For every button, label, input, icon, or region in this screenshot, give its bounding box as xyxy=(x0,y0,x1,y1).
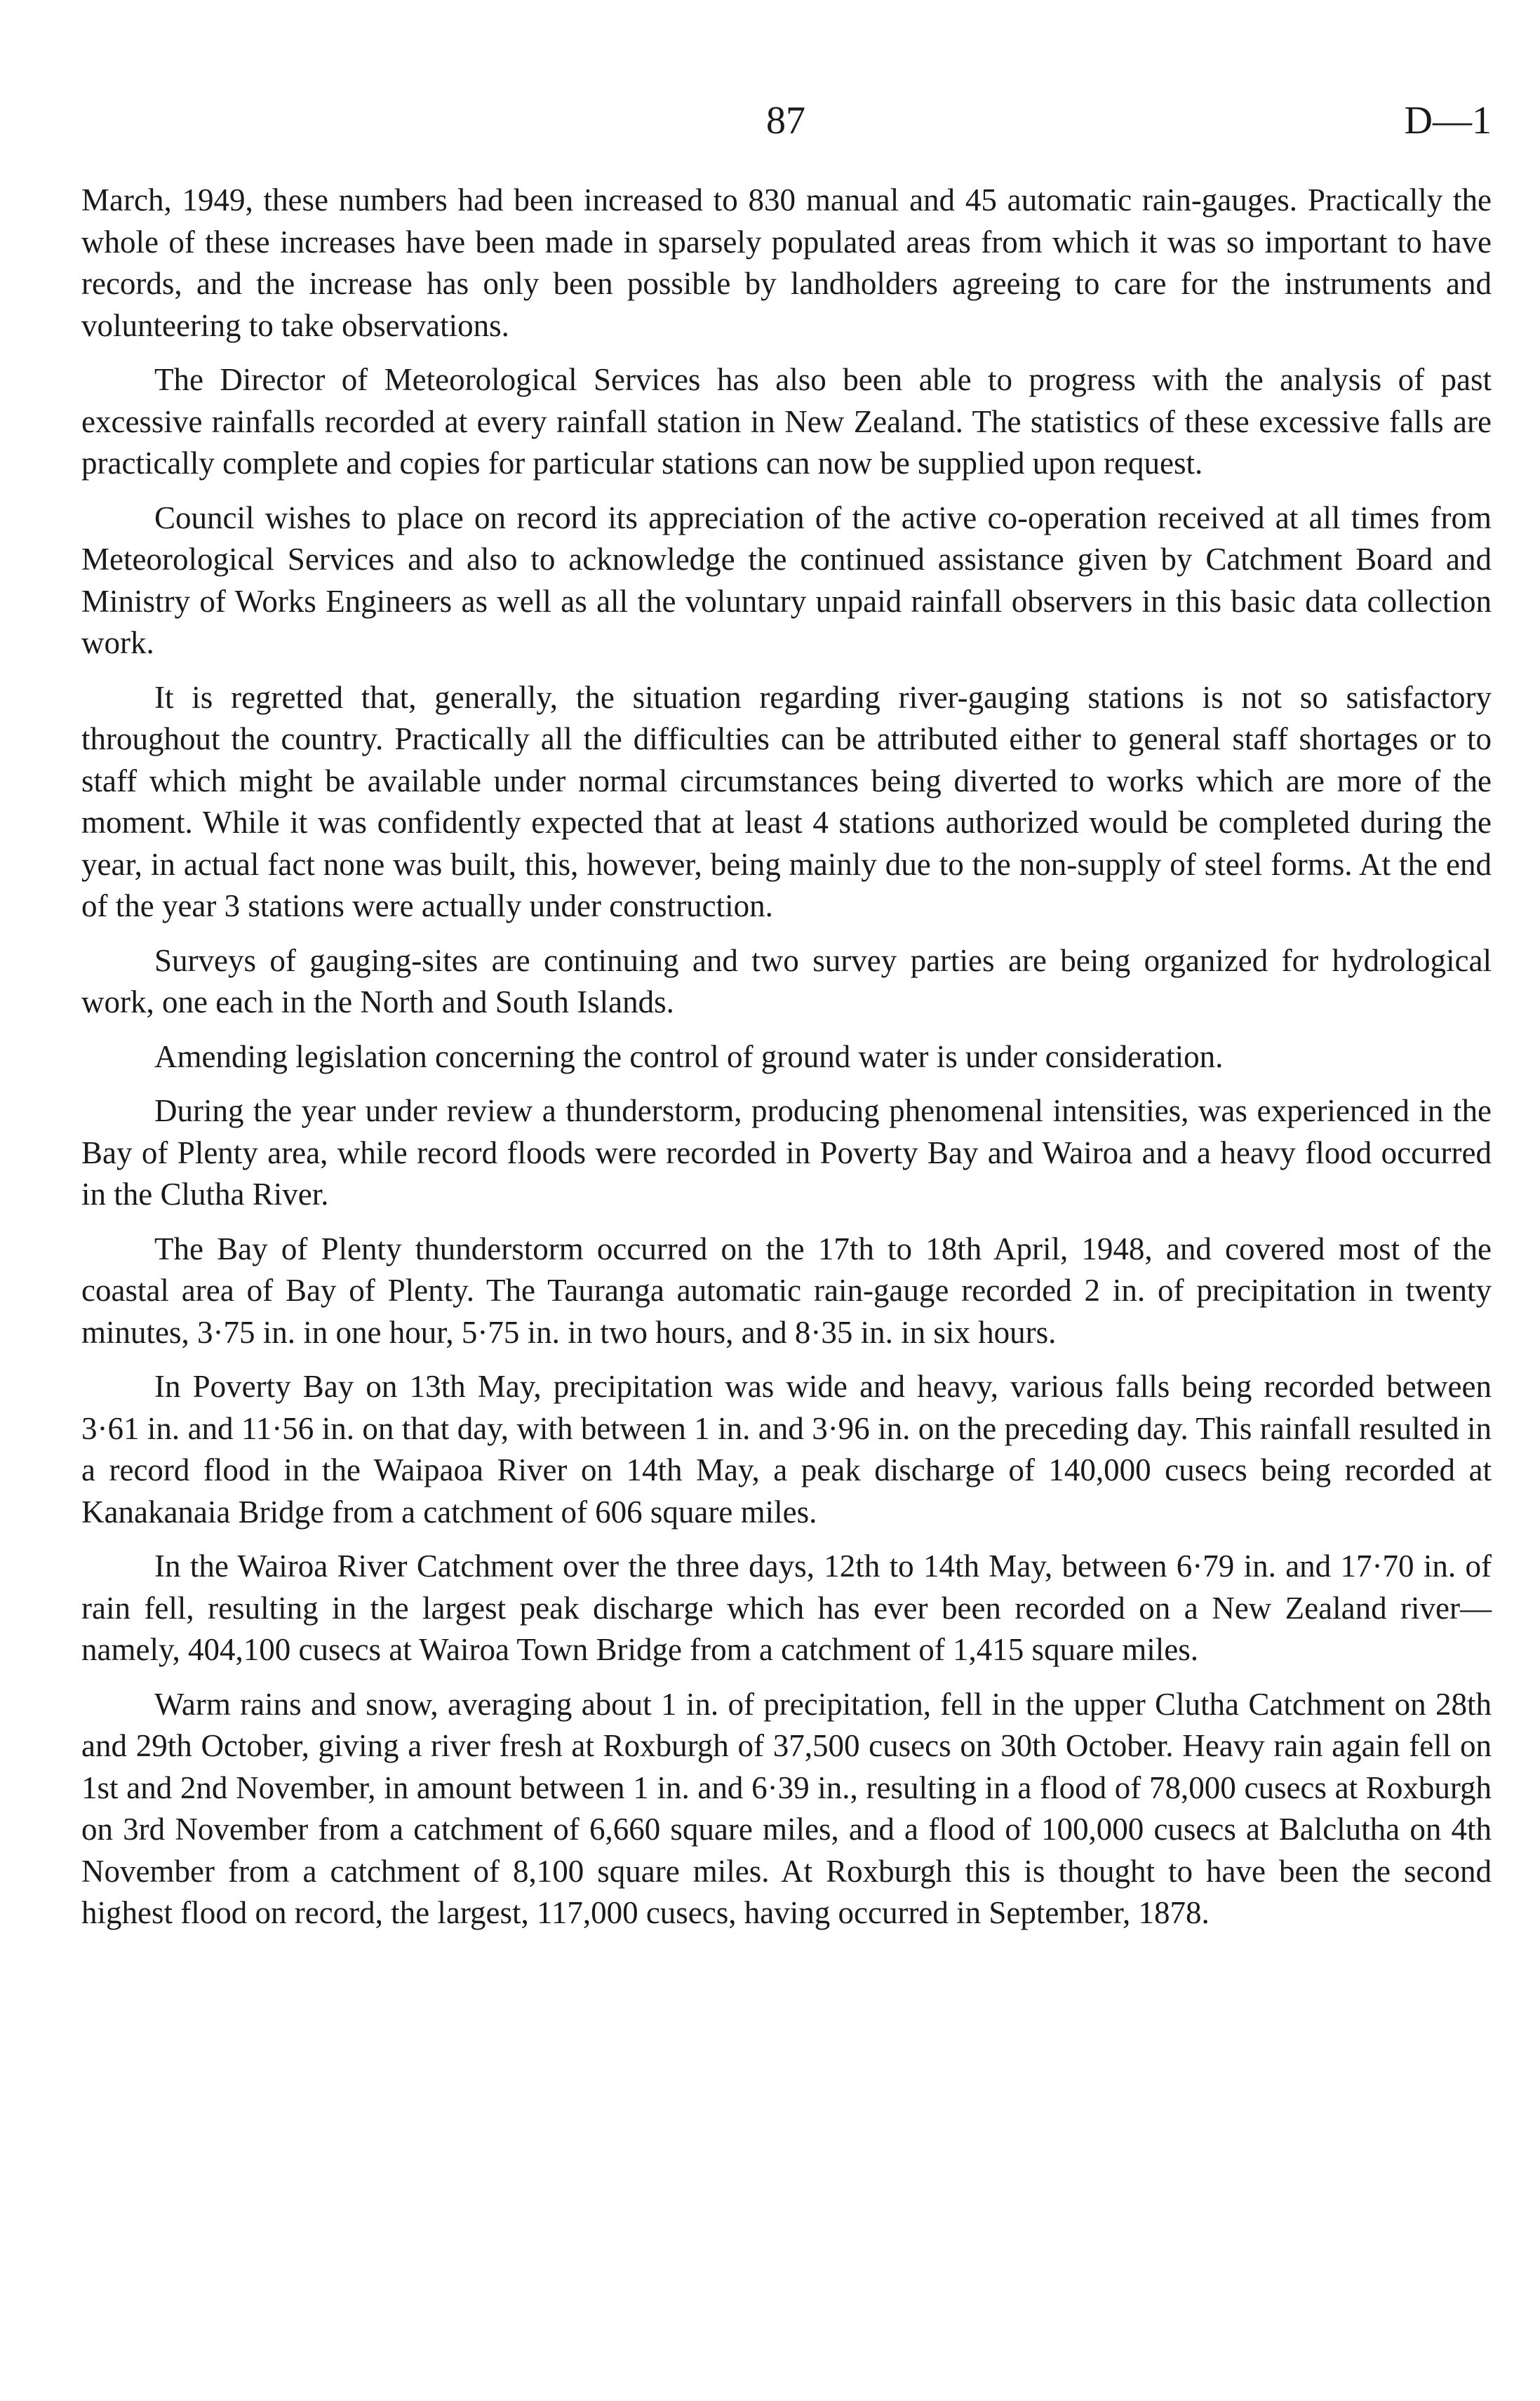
paragraph-year-review-floods: During the year under review a thunderstorm, producing phenomenal intensities, was experienced in the Bay of Plenty area, while record floods were recorded in Poverty Bay and Wairoa and a heavy flood occurred in the Clutha River. xyxy=(81,1093,1492,1212)
paragraph-wairoa-river-flood: In the Wairoa River Catchment over the three days, 12th to 14th May, between 6·79 in. and 17·70 in. of rain fell, resulting in the largest peak discharge which has ever been recorded on a New Zealand river—namely, 404,100 cusecs at Wairoa Town Bridge from a catchment of 1,415 square miles. xyxy=(81,1549,1492,1667)
page-number: 87 xyxy=(766,99,805,142)
paragraph-continuation: March, 1949, these numbers had been increased to 830 manual and 45 automatic rain-gauges. Practically the whole of these increases have been made in sparsely populated areas from which it was so important to have records, and the increase has only been possible by landholders agreeing to care for the instruments and volunteering to take observations. xyxy=(81,182,1492,343)
document-page xyxy=(81,98,1492,1947)
paragraph-meteorological-analysis: The Director of Meteorological Services has also been able to progress with the analysis of past excessive rainfalls recorded at every rainfall station in New Zealand. The statistics of these excessive falls are practically complete and copies for particular stations can now be supplied upon request. xyxy=(81,362,1492,481)
body-text xyxy=(81,180,1492,1934)
paragraph-river-gauging-stations: It is regretted that, generally, the situation regarding river-gauging stations is not so satisfactory throughout the country. Practically all the difficulties can be attributed either to general staff shortages or to staff which might be available under normal circumstances being diverted to works which are more of the moment. While it was confidently expected that at least 4 stations authorized would be completed during the year, in actual fact none was built, this, however, being mainly due to the non-supply of steel forms. At the end of the year 3 stations were actually under construction. xyxy=(81,679,1492,923)
paragraph-gauging-site-surveys: Surveys of gauging-sites are continuing and two survey parties are being organized for hydrological work, one each in the North and South Islands. xyxy=(81,942,1492,1019)
paragraph-poverty-bay-flood: In Poverty Bay on 13th May, precipitation was wide and heavy, various falls being recorded between 3·61 in. and 11·56 in. on that day, with between 1 in. and 3·96 in. on the preceding day. This rainfall resulted in a record flood in the Waipaoa River on 14th May, a peak discharge of 140,000 cusecs being recorded at Kanakanaia Bridge from a catchment of 606 square miles. xyxy=(81,1369,1492,1530)
paragraph-council-appreciation: Council wishes to place on record its appreciation of the active co-operation received at all times from Meteorological Services and also to acknowledge the continued assistance given by Catchment Board and Ministry of Works Engineers as well as all the voluntary unpaid rainfall observers in this basic data collection work. xyxy=(81,500,1492,660)
page-header xyxy=(81,98,1492,161)
paragraph-ground-water-legislation: Amending legislation concerning the control of ground water is under consideration. xyxy=(154,1038,1224,1074)
paragraph-clutha-river-flood: Warm rains and snow, averaging about 1 in. of precipitation, fell in the upper Clutha Catchment on 28th and 29th October, giving a river fresh at Roxburgh of 37,500 cusecs on 30th October. Heavy rain again fell on 1st and 2nd November, in amount between 1 in. and 6·39 in., resulting in a flood of 78,000 cusecs at Roxburgh on 3rd November from a catchment of 6,660 square miles, and a flood of 100,000 cusecs at Balclutha on 4th November from a catchment of 8,100 square miles. At Roxburgh this is thought to have been the second highest flood on record, the largest, 117,000 cusecs, having occurred in September, 1878. xyxy=(81,1686,1492,1930)
document-code: D—1 xyxy=(1404,99,1492,142)
paragraph-bay-of-plenty-thunderstorm: The Bay of Plenty thunderstorm occurred on the 17th to 18th April, 1948, and covered most of the coastal area of Bay of Plenty. The Tauranga automatic rain-gauge recorded 2 in. of precipitation in twenty minutes, 3·75 in. in one hour, 5·75 in. in two hours, and 8·35 in. in six hours. xyxy=(81,1231,1492,1350)
